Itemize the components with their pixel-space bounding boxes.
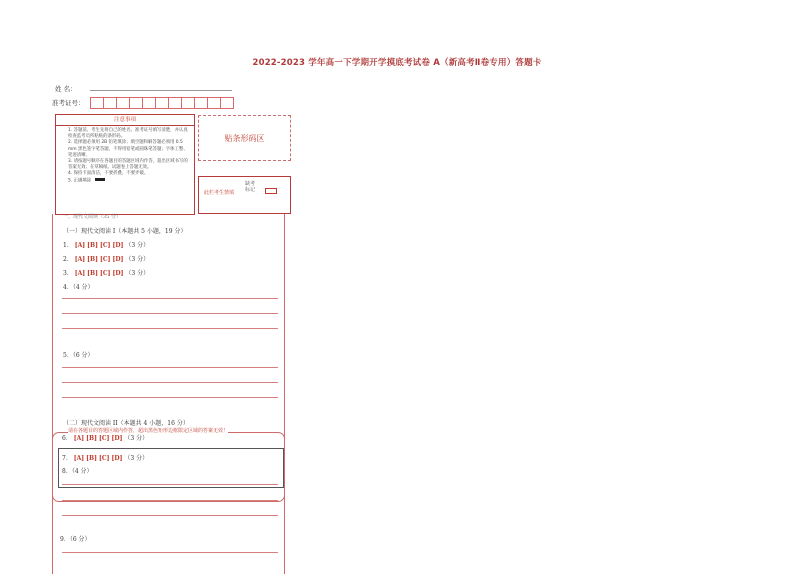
answer-line[interactable] <box>62 298 278 299</box>
answer-line[interactable] <box>62 500 278 501</box>
question-number: 2． <box>63 256 73 263</box>
notice-heading: 注意事项 <box>56 115 194 126</box>
exam-number-box[interactable] <box>207 97 221 109</box>
exam-number-box[interactable] <box>116 97 130 109</box>
question-9: 9．（6 分） <box>60 536 91 543</box>
notice-box <box>55 114 195 215</box>
absent-box <box>198 176 291 214</box>
question-score: （3 分） <box>124 455 149 462</box>
question-1 <box>63 240 149 249</box>
notice-item: 4. 保持卡面清洁，不要折叠，不要弄破。 <box>68 171 149 177</box>
name-label: 姓 名： <box>55 85 77 93</box>
question-3 <box>63 268 149 277</box>
answer-line[interactable] <box>62 382 278 383</box>
question-number: 6． <box>62 435 72 442</box>
exam-number-box[interactable] <box>90 97 104 109</box>
filled-sample-icon <box>95 178 105 182</box>
notice-item: 2. 选择题必须用 2B 铅笔填涂；填空题和解答题必须用 0.5 mm 黑色签字笔答题，不得用铅笔或圆珠笔答题；字体工整、笔迹清晰。 <box>68 140 188 158</box>
question-score: （3 分） <box>125 242 150 249</box>
exam-number-box[interactable] <box>194 97 208 109</box>
question-5: 5．（6 分） <box>63 352 94 359</box>
choice-bubbles[interactable]: [A] [B] [C] [D] <box>74 256 124 263</box>
section-header: 一、现代文阅读（35 分） <box>63 214 121 220</box>
choice-bubbles[interactable]: [A] [B] [C] [D] <box>74 242 124 249</box>
answer-line[interactable] <box>62 552 278 553</box>
question-number: 3． <box>63 270 73 277</box>
page-title: 2022-2023 学年高一下学期开学摸底考试卷 A（新高考Ⅱ卷专用）答题卡 <box>252 58 542 68</box>
notice-item: 1. 答题前，考生先将自己的姓名、准考证号填写清楚，并认真检查监考员所粘贴的条形码。 <box>68 128 188 140</box>
answer-line[interactable] <box>62 367 278 368</box>
exam-number-box[interactable] <box>129 97 143 109</box>
choice-bubbles[interactable]: [A] [B] [C] [D] <box>74 270 124 277</box>
exam-number-field[interactable] <box>90 97 233 110</box>
exam-number-box[interactable] <box>142 97 156 109</box>
barcode-area: 贴条形码区 <box>198 115 291 161</box>
answer-line[interactable] <box>62 397 278 398</box>
sub-section-2: （二）现代文阅读 II（本题共 4 小题，16 分） <box>63 420 189 427</box>
answer-line[interactable] <box>62 515 278 516</box>
notice-item-text: 5. 正确填涂 <box>68 177 92 183</box>
question-8: 8．（4 分） <box>62 468 93 475</box>
exam-number-box[interactable] <box>155 97 169 109</box>
choice-bubbles[interactable]: [A] [B] [C] [D] <box>73 455 123 462</box>
question-6 <box>62 433 148 442</box>
exam-number-box[interactable] <box>103 97 117 109</box>
warning-text: 请在各题目的答题区域内作答，超出黑色矩形边框限定区域的答案无效！ <box>68 428 229 434</box>
question-number: 7． <box>62 455 72 462</box>
question-2 <box>63 254 149 263</box>
absent-checkbox[interactable] <box>265 188 277 194</box>
exam-number-box[interactable] <box>181 97 195 109</box>
question-4: 4．（4 分） <box>63 284 94 291</box>
answer-line[interactable] <box>62 328 278 329</box>
absent-label: 缺考标记 <box>245 181 256 193</box>
exam-no-label: 准考证号： <box>52 99 85 107</box>
notice-list <box>56 128 194 184</box>
answer-line[interactable] <box>62 484 278 485</box>
exam-number-box[interactable] <box>168 97 182 109</box>
answer-line[interactable] <box>62 313 278 314</box>
question-7 <box>62 453 148 462</box>
notice-item: 3. 请按题号顺序在各题目的答题区域内作答，超出区域书写的答案无效；在草稿纸、试题卷上答题无效。 <box>68 159 188 171</box>
name-field[interactable] <box>90 90 232 91</box>
question-score: （3 分） <box>124 435 149 442</box>
question-score: （3 分） <box>125 270 150 277</box>
notice-item <box>68 178 190 184</box>
absent-note: 此栏考生禁填 <box>204 190 235 196</box>
sub-section-1: （一）现代文阅读 I（本题共 5 小题，19 分） <box>63 228 187 235</box>
choice-bubbles[interactable]: [A] [B] [C] [D] <box>73 435 123 442</box>
question-number: 1． <box>63 242 73 249</box>
exam-number-box[interactable] <box>220 97 234 109</box>
question-score: （3 分） <box>125 256 150 263</box>
